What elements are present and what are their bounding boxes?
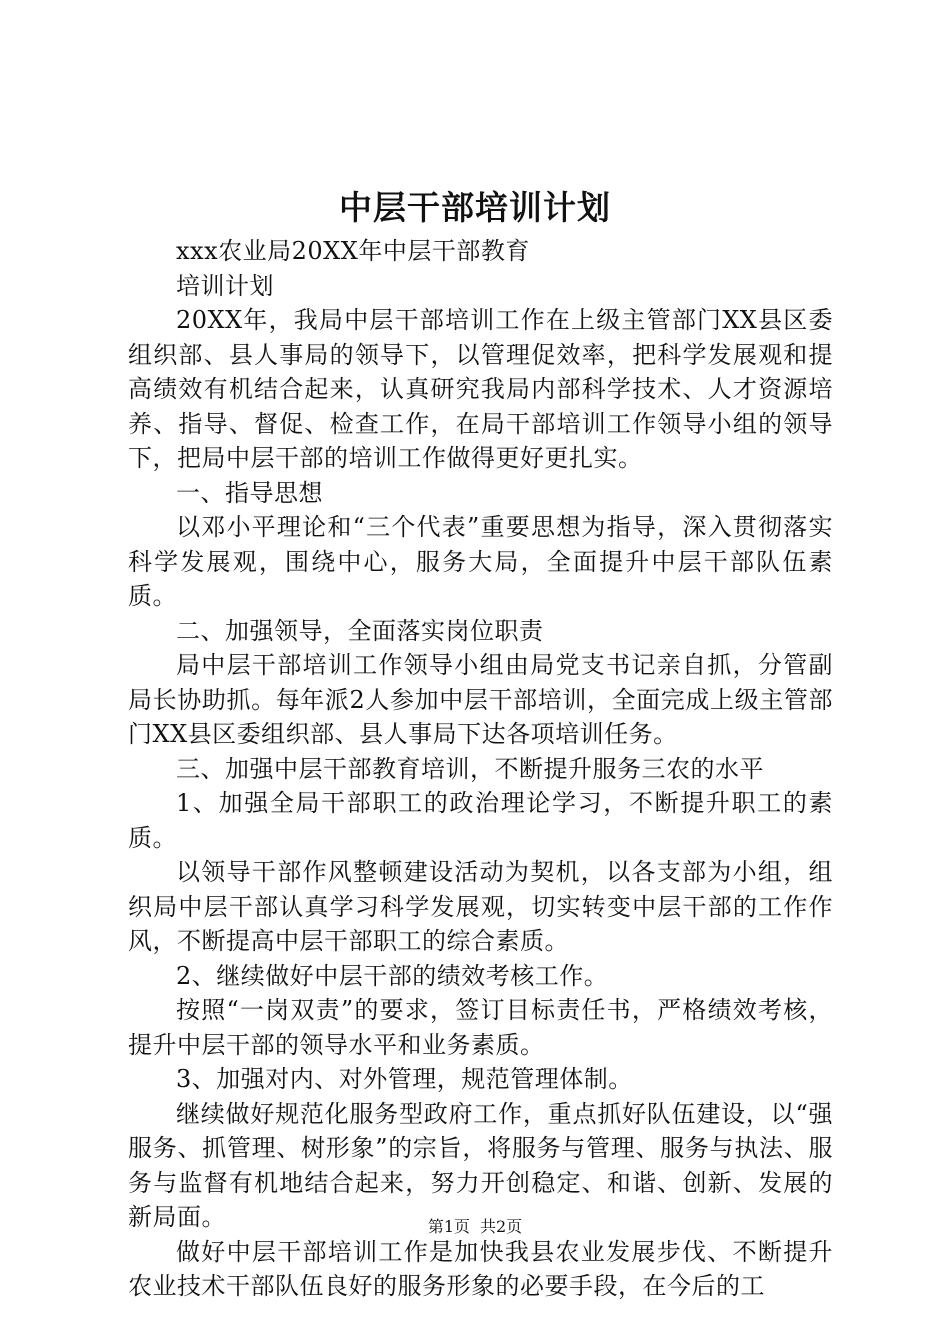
paragraph: 做好中层干部培训工作是加快我县农业发展步伐、不断提升农业技术干部队伍良好的服务形象的必要手段，在今后的工 bbox=[128, 1237, 833, 1300]
paragraph: 以领导干部作风整顿建设活动为契机，以各支部为小组，组织局中层干部认真学习科学发展观，切实转变中层干部的工作作风，不断提高中层干部职工的综合素质。 bbox=[128, 858, 833, 955]
page-total: 共2页 bbox=[480, 1217, 523, 1236]
subsection-heading: 2、继续做好中层干部的绩效考核工作。 bbox=[176, 961, 609, 990]
paragraph: 按照“一岗双责”的要求，签订目标责任书，严格绩效考核，提升中层干部的领导水平和业务素质。 bbox=[128, 996, 833, 1059]
heading-line: xxx农业局20XX年中层干部教育 bbox=[176, 237, 530, 265]
section-heading: 二、加强领导，全面落实岗位职责 bbox=[176, 616, 544, 645]
subsection-heading: 3、加强对内、对外管理，规范管理体制。 bbox=[176, 1065, 633, 1093]
document-title: 中层干部培训计划 bbox=[339, 188, 611, 227]
section-heading: 一、指导思想 bbox=[176, 478, 323, 507]
paragraph: 局中层干部培训工作领导小组由局党支书记亲自抓，分管副局长协助抓。每年派2人参加中层干部培训，全面完成上级主管部门XX县区委组织部、县人事局下达各项培训任务。 bbox=[128, 651, 833, 748]
heading-line: 培训计划 bbox=[176, 271, 274, 300]
page-footer bbox=[0, 1216, 950, 1238]
subsection-heading: 1、加强全局干部职工的政治理论学习，不断提升职工的素质。 bbox=[128, 789, 833, 852]
section-heading: 三、加强中层干部教育培训，不断提升服务三农的水平 bbox=[176, 754, 764, 783]
page-number: 第1页 bbox=[427, 1217, 470, 1236]
paragraph: 以邓小平理论和“三个代表”重要思想为指导，深入贯彻落实科学发展观，围绕中心，服务大局，全面提升中层干部队伍素质。 bbox=[128, 513, 833, 610]
document-body bbox=[128, 234, 833, 1304]
paragraph: 继续做好规范化服务型政府工作，重点抓好队伍建设，以“强服务、抓管理、树形象”的宗旨，将服务与管理、服务与执法、服务与监督有机地结合起来，努力开创稳定、和谐、创新、发展的新局面。 bbox=[128, 1099, 833, 1231]
paragraph: 20XX年，我局中层干部培训工作在上级主管部门XX县区委组织部、县人事局的领导下，以管理促效率，把科学发展观和提高绩效有机结合起来，认真研究我局内部科学技术、人才资源培养、指导、督促、检查工作，在局干部培训工作领导小组的领导下，把局中层干部的培训工作做得更好更扎实。 bbox=[128, 306, 833, 472]
